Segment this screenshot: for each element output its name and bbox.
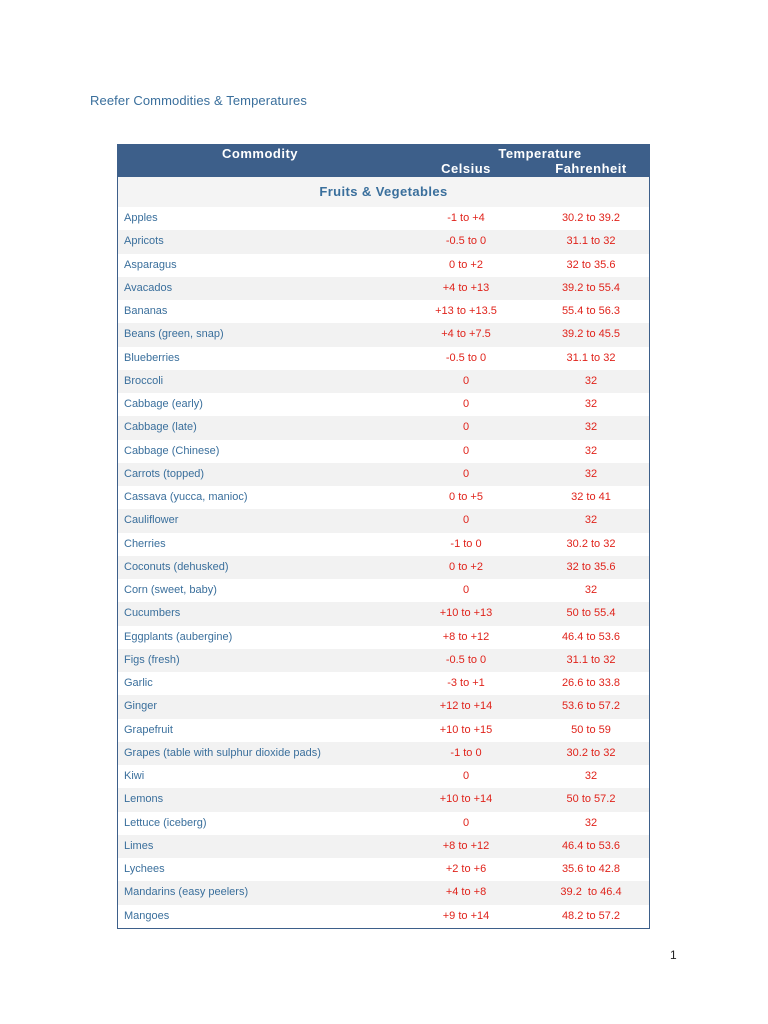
table-row: [118, 672, 649, 695]
commodity-name: Lychees: [124, 863, 165, 875]
commodity-name: Lemons: [124, 793, 164, 806]
celsius-value: +2 to +6: [445, 863, 487, 875]
fahrenheit-value: 48.2 to 57.2: [561, 909, 621, 922]
celsius-value: +9 to +14: [442, 909, 490, 922]
table-row: [118, 277, 649, 300]
fahrenheit-value: 32: [584, 770, 598, 782]
temperature-column-header: Temperature: [498, 146, 582, 161]
table-row: [118, 393, 649, 416]
document-title: Reefer Commodities & Temperatures: [90, 93, 307, 108]
table-row: [118, 649, 649, 672]
fahrenheit-value: 53.6 to 57.2: [561, 700, 621, 713]
table-row: [118, 370, 649, 393]
fahrenheit-value: 30.2 to 32: [566, 746, 616, 759]
commodity-name: Corn (sweet, baby): [124, 584, 217, 596]
celsius-value: +8 to +12: [442, 839, 490, 852]
commodity-name: Asparagus: [124, 258, 177, 271]
commodity-name: Blueberries: [124, 351, 180, 364]
table-row: [118, 533, 649, 556]
commodity-name: Lettuce (iceberg): [124, 816, 207, 829]
table-row: [118, 416, 649, 439]
fahrenheit-value: 46.4 to 53.6: [561, 630, 621, 643]
celsius-value: 0 to +2: [449, 258, 483, 271]
commodity-name: Figs (fresh): [124, 653, 180, 666]
commodity-name: Cabbage (Chinese): [124, 444, 220, 457]
commodity-name: Apricots: [124, 235, 164, 248]
fahrenheit-value: 30.2 to 32: [566, 537, 616, 550]
celsius-value: -1 to 0: [450, 537, 482, 550]
celsius-value: 0 to +2: [449, 560, 483, 573]
table-row: [118, 509, 649, 532]
commodity-name: Cucumbers: [124, 607, 181, 620]
commodity-name: Grapefruit: [124, 723, 173, 736]
celsius-value: 0: [462, 398, 470, 410]
celsius-value: -3 to +1: [447, 677, 485, 689]
table-row: [118, 486, 649, 509]
table-row: [118, 440, 649, 463]
fahrenheit-column-header: Fahrenheit: [555, 161, 627, 176]
fahrenheit-value: 32 to 35.6: [566, 560, 616, 573]
commodity-name: Cassava (yucca, manioc): [124, 491, 248, 503]
commodity-name: Grapes (table with sulphur dioxide pads): [124, 746, 321, 759]
fahrenheit-value: 39.2 to 46.4: [560, 886, 622, 899]
celsius-value: 0: [462, 770, 470, 782]
fahrenheit-value: 39.2 to 45.5: [561, 328, 621, 341]
table-row: [118, 556, 649, 579]
table-row: [118, 858, 649, 881]
table-body: [118, 207, 649, 928]
table-row: [118, 230, 649, 253]
fahrenheit-value: 31.1 to 32: [566, 351, 616, 364]
celsius-value: -1 to 0: [450, 746, 482, 759]
fahrenheit-value: 32: [584, 398, 598, 410]
fahrenheit-value: 50 to 59: [571, 723, 611, 736]
celsius-value: 0: [462, 816, 470, 829]
fahrenheit-value: 31.1 to 32: [566, 653, 616, 666]
table-row: [118, 579, 649, 602]
commodity-temperature-table: [117, 144, 650, 929]
celsius-value: 0: [462, 584, 470, 596]
commodity-name: Kiwi: [124, 770, 145, 782]
celsius-value: +13 to +13.5: [435, 305, 497, 317]
celsius-value: +10 to +13: [439, 607, 493, 620]
fahrenheit-value: 50 to 55.4: [566, 607, 616, 620]
fahrenheit-value: 32: [584, 421, 598, 434]
commodity-name: Cabbage (late): [124, 421, 197, 434]
fahrenheit-value: 35.6 to 42.8: [561, 863, 621, 875]
table-row: [118, 812, 649, 835]
celsius-value: +8 to +12: [442, 630, 490, 643]
fahrenheit-value: 39.2 to 55.4: [561, 281, 621, 294]
table-row: [118, 695, 649, 718]
table-row: [118, 835, 649, 858]
commodity-name: Garlic: [124, 677, 153, 689]
fahrenheit-value: 32: [584, 444, 598, 457]
commodity-name: Mandarins (easy peelers): [124, 886, 249, 899]
table-row: [118, 463, 649, 486]
celsius-value: +4 to +8: [445, 886, 487, 899]
table-row: [118, 905, 649, 928]
celsius-value: +4 to +13: [442, 281, 490, 294]
celsius-value: 0 to +5: [449, 491, 483, 503]
fahrenheit-value: 30.2 to 39.2: [561, 212, 621, 224]
celsius-value: -0.5 to 0: [445, 653, 487, 666]
commodity-name: Cauliflower: [124, 514, 179, 527]
table-row: [118, 719, 649, 742]
celsius-value: -1 to +4: [447, 212, 485, 224]
fahrenheit-value: 32: [584, 816, 598, 829]
page-number: 1: [670, 948, 677, 962]
commodity-name: Bananas: [124, 305, 168, 317]
celsius-value: 0: [462, 444, 470, 457]
fahrenheit-value: 32 to 35.6: [566, 258, 616, 271]
fahrenheit-value: 32: [584, 584, 598, 596]
celsius-column-header: Celsius: [441, 161, 491, 176]
commodity-name: Avacados: [124, 281, 173, 294]
fahrenheit-value: 50 to 57.2: [566, 793, 616, 806]
commodity-name: Mangoes: [124, 909, 170, 922]
celsius-value: -0.5 to 0: [445, 351, 487, 364]
table-row: [118, 347, 649, 370]
table-row: [118, 300, 649, 323]
celsius-value: +12 to +14: [439, 700, 493, 713]
commodity-name: Beans (green, snap): [124, 328, 224, 341]
commodity-name: Carrots (topped): [124, 467, 205, 480]
section-heading: Fruits & Vegetables: [118, 177, 649, 207]
fahrenheit-value: 46.4 to 53.6: [561, 839, 621, 852]
commodity-name: Broccoli: [124, 374, 164, 387]
celsius-value: +10 to +15: [439, 723, 493, 736]
commodity-name: Coconuts (dehusked): [124, 560, 229, 573]
commodity-name: Cabbage (early): [124, 398, 203, 410]
fahrenheit-value: 55.4 to 56.3: [561, 305, 621, 317]
table-row: [118, 626, 649, 649]
celsius-value: -0.5 to 0: [445, 235, 487, 248]
table-row: [118, 323, 649, 346]
table-row: [118, 765, 649, 788]
celsius-value: 0: [462, 514, 470, 527]
table-row: [118, 788, 649, 811]
celsius-value: +10 to +14: [439, 793, 493, 806]
celsius-value: 0: [462, 467, 470, 480]
table-header: [118, 145, 649, 177]
table-row: [118, 881, 649, 904]
celsius-value: +4 to +7.5: [441, 328, 491, 341]
fahrenheit-value: 32: [584, 514, 598, 527]
celsius-value: 0: [462, 421, 470, 434]
table-row: [118, 742, 649, 765]
commodity-name: Eggplants (aubergine): [124, 630, 233, 643]
commodity-name: Apples: [124, 212, 158, 224]
table-row: [118, 207, 649, 230]
fahrenheit-value: 32: [584, 374, 598, 387]
commodity-name: Limes: [124, 839, 154, 852]
fahrenheit-value: 26.6 to 33.8: [561, 677, 621, 689]
table-row: [118, 254, 649, 277]
commodity-column-header: Commodity: [222, 146, 298, 161]
commodity-name: Cherries: [124, 537, 166, 550]
table-row: [118, 602, 649, 625]
fahrenheit-value: 32: [584, 467, 598, 480]
celsius-value: 0: [462, 374, 470, 387]
fahrenheit-value: 31.1 to 32: [566, 235, 616, 248]
commodity-name: Ginger: [124, 700, 158, 713]
fahrenheit-value: 32 to 41: [571, 491, 611, 503]
